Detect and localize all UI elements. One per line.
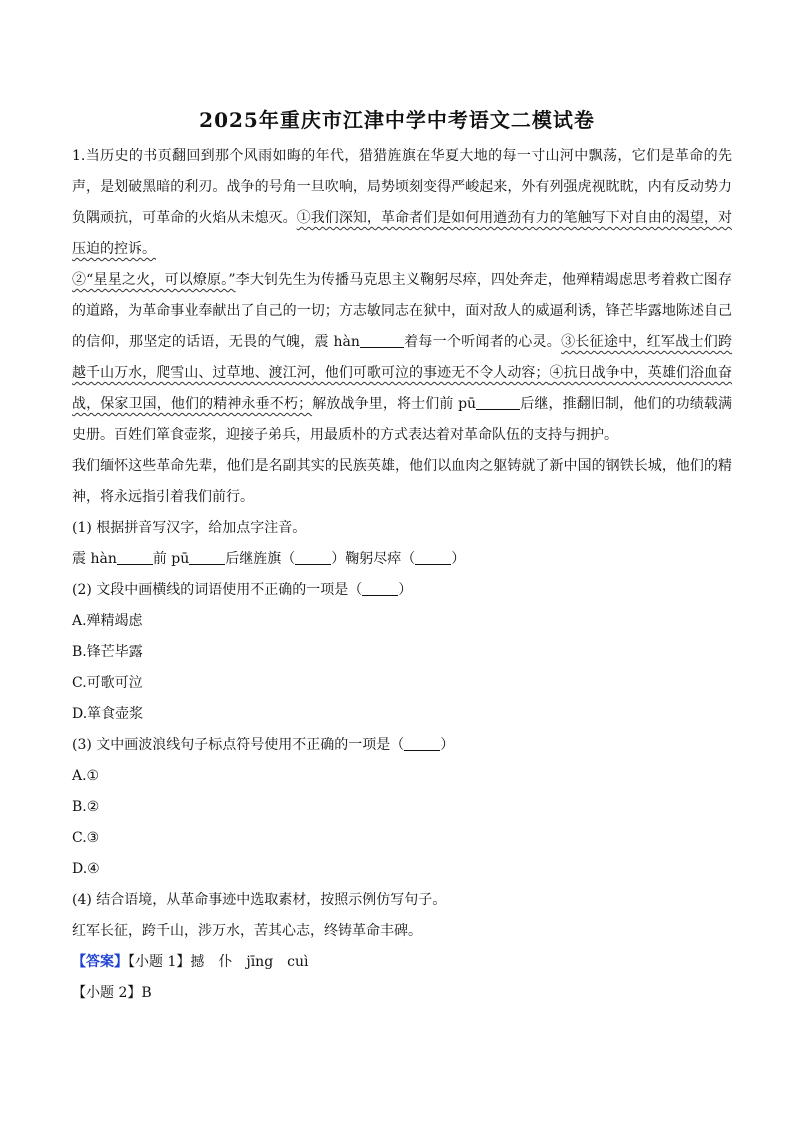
passage-text: 着每一个听闻者的心灵。: [403, 334, 562, 350]
question-3-option-a: A.①: [72, 768, 100, 784]
document-content: [72, 141, 732, 1009]
fill-blank: [415, 550, 451, 565]
fill-blank: [360, 333, 404, 348]
q1-item: 震 hàn: [72, 551, 117, 567]
q1-item: 前 pū: [152, 551, 190, 567]
answer-text: jīng: [246, 954, 274, 970]
fill-blank: [404, 736, 440, 751]
question-1-title: (1) 根据拼音写汉字，给加点字注音。: [72, 520, 307, 536]
question-2-option-c: C.可歌可泣: [72, 675, 143, 691]
passage-text: 解放战争里，将士们前 pū: [312, 396, 477, 412]
answer-text: 仆: [218, 954, 233, 970]
answer-text: 【小题 1】撼: [128, 954, 205, 970]
q1-item: 后继旌旗（: [225, 551, 296, 567]
fill-blank: [189, 550, 225, 565]
q1-item: ）: [451, 551, 466, 567]
q3-title-text: (3) 文中画波浪线句子标点符号使用不正确的一项是（: [72, 737, 405, 753]
question-2-option-a: A.殚精竭虑: [72, 613, 143, 629]
passage-paragraph-1: [72, 141, 732, 265]
fill-blank: [117, 550, 153, 565]
question-2-option-b: B.锋芒毕露: [72, 644, 143, 660]
passage-paragraph-2: [72, 265, 732, 451]
question-3-option-c: C.③: [72, 830, 100, 846]
question-2-option-d: D.箪食壶浆: [72, 706, 144, 722]
q1-item: ）鞠躬尽瘁（: [331, 551, 416, 567]
q2-title-end: ）: [398, 582, 413, 598]
question-1-items: [72, 544, 732, 575]
answer-text: cuì: [287, 954, 309, 970]
q2-title-text: (2) 文段中画横线的词语使用不正确的一项是（: [72, 582, 363, 598]
question-3-option-d: D.④: [72, 861, 100, 877]
fill-blank: [476, 395, 520, 410]
fill-blank: [295, 550, 331, 565]
fill-blank: [362, 581, 398, 596]
passage-text: 李大钊先生为传播马克思主义鞠躬尽瘁，四处奔走，他殚精竭虑思考着救亡图存的道路，为革命事业奉献出了自己的一切；方志敏同志在狱中，面对敌人的威逼利诱，锋芒毕露地陈述自己的信仰，那坚定的话语，无畏的气魄，震 hàn: [72, 272, 732, 350]
question-4-title: (4) 结合语境，从革命事迹中选取素材，按照示例仿写句子。: [72, 892, 447, 908]
question-4-example: 红军长征，跨千山，涉万水，苦其心志，终铸革命丰碑。: [72, 923, 422, 939]
passage-text: 1.当历史的书页翻回到那个风雨如晦的年代，猎猎旌旗在华夏大地的每一寸山河中飘荡，它们是革命的先声，是划破黑暗的利刃。战争的号角一旦吹响，局势顷刻变得严峻起来，外有列强虎视眈眈，内有反动势力负隅顽抗，可革命的火焰从未熄灭。: [72, 148, 732, 226]
wavy-sentence-3: ③长征途中，红军战士们跨越千山万水，爬雪山、过草地、渡江河，他们可歌可泣的事迹无不令人动容；: [72, 334, 732, 381]
answer-line-2: 【小题 2】B: [72, 985, 152, 1001]
document-title: 2025年重庆市江津中学中考语文二模试卷: [199, 108, 595, 132]
question-2-title: [72, 575, 732, 606]
question-3-title: [72, 730, 732, 761]
wavy-sentence-2: ②“星星之火，可以燎原。”: [72, 272, 236, 288]
question-3-option-b: B.②: [72, 799, 100, 815]
answer-line-1: [72, 947, 732, 978]
answer-label: 【答案】: [72, 954, 128, 970]
passage-text: 后继，推翻旧制，他们的功绩载满史册。百姓们箪食壶浆，迎接子弟兵，用最质朴的方式表达着对革命队伍的支持与拥护。: [72, 396, 733, 443]
passage-paragraph-3: 我们缅怀这些革命先辈，他们是名副其实的民族英雄，他们以血肉之躯铸就了新中国的钢铁长城，他们的精神，将永远指引着我们前行。: [72, 458, 732, 505]
wavy-sentence-4: ④抗日战争中，英雄们浴血奋战，保家卫国，他们的精神永垂不朽；: [72, 365, 733, 412]
wavy-sentence-1: ①我们深知，革命者们是如何用遒劲有力的笔触写下对自由的渴望，对压迫的控诉。: [72, 210, 733, 257]
q3-title-end: ）: [440, 737, 455, 753]
